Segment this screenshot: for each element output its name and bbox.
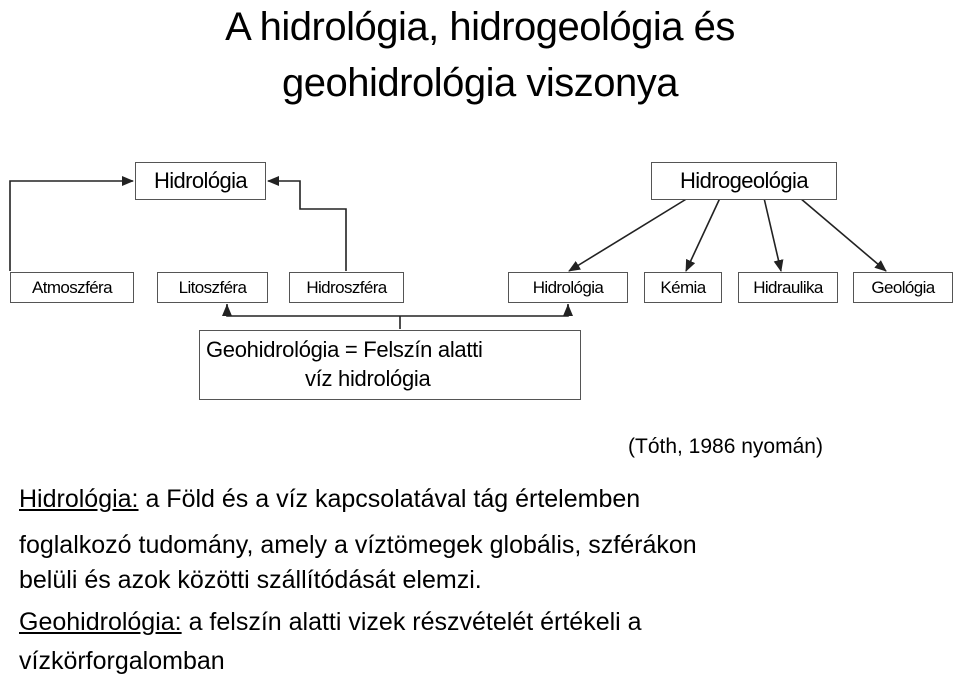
hidrologia-row-label: Hidrológia — [532, 277, 604, 297]
hidrologia-label: Hidrológia — [153, 168, 248, 193]
geohidrologia-box — [199, 330, 581, 400]
definition-geohidrologia-text-1: a felszín alatti vizek részvételét értékeli a — [181, 608, 642, 636]
hidrogeologia-label: Hidrogeológia — [680, 168, 808, 193]
bracket-litoszfera-hidrologia — [227, 304, 568, 316]
hidrologia-row-box — [508, 272, 628, 303]
geohidrologia-line-2: víz hidrológia — [305, 366, 431, 391]
arrow-hidrogeologia-to-hidrologia-row — [569, 198, 688, 271]
arrow-hidrogeologia-to-hidraulika — [764, 198, 781, 271]
definition-hidrologia-line-1 — [19, 484, 640, 514]
litoszfera-box — [157, 272, 268, 303]
definition-hidrologia-line-3: belüli és azok közötti szállítódását elemzi. — [19, 566, 482, 594]
hidraulika-label: Hidraulika — [753, 277, 823, 297]
term-hidrologia: Hidrológia: — [19, 485, 139, 513]
arrow-hidrogeologia-to-kemia — [686, 198, 720, 271]
hidroszfera-label: Hidroszféra — [306, 277, 387, 297]
title-line-1: A hidrológia, hidrogeológia és — [225, 5, 735, 49]
definition-hidrologia-line-2: foglalkozó tudomány, amely a víztömegek globális, szférákon — [19, 531, 697, 559]
geohidrologia-line-1: Geohidrológia = Felszín alatti — [206, 337, 483, 362]
geologia-box — [853, 272, 953, 303]
citation: (Tóth, 1986 nyomán) — [628, 435, 823, 458]
hidrogeologia-box — [651, 162, 837, 200]
definition-hidrologia-text-1: a Föld és a víz kapcsolatával tág értelemben — [138, 485, 641, 513]
hidraulika-box — [738, 272, 838, 303]
title-line-2: geohidrológia viszonya — [282, 61, 678, 105]
definition-geohidrologia-line-1 — [19, 607, 642, 637]
atmoszfera-box — [10, 272, 134, 303]
hidroszfera-box — [289, 272, 404, 303]
atmoszfera-label: Atmoszféra — [32, 277, 112, 297]
kemia-label: Kémia — [660, 277, 706, 297]
kemia-box — [644, 272, 722, 303]
arrow-hidrogeologia-to-geologia — [800, 198, 886, 271]
arrow-atmoszfera-to-hidrologia — [10, 181, 133, 271]
arrow-hidroszfera-to-hidrologia — [268, 181, 346, 271]
definition-geohidrologia-line-2: vízkörforgalomban — [19, 647, 225, 675]
term-geohidrologia: Geohidrológia: — [19, 608, 182, 636]
hidrologia-box — [135, 162, 266, 200]
geologia-label: Geológia — [871, 277, 935, 297]
litoszfera-label: Litoszféra — [178, 277, 247, 297]
